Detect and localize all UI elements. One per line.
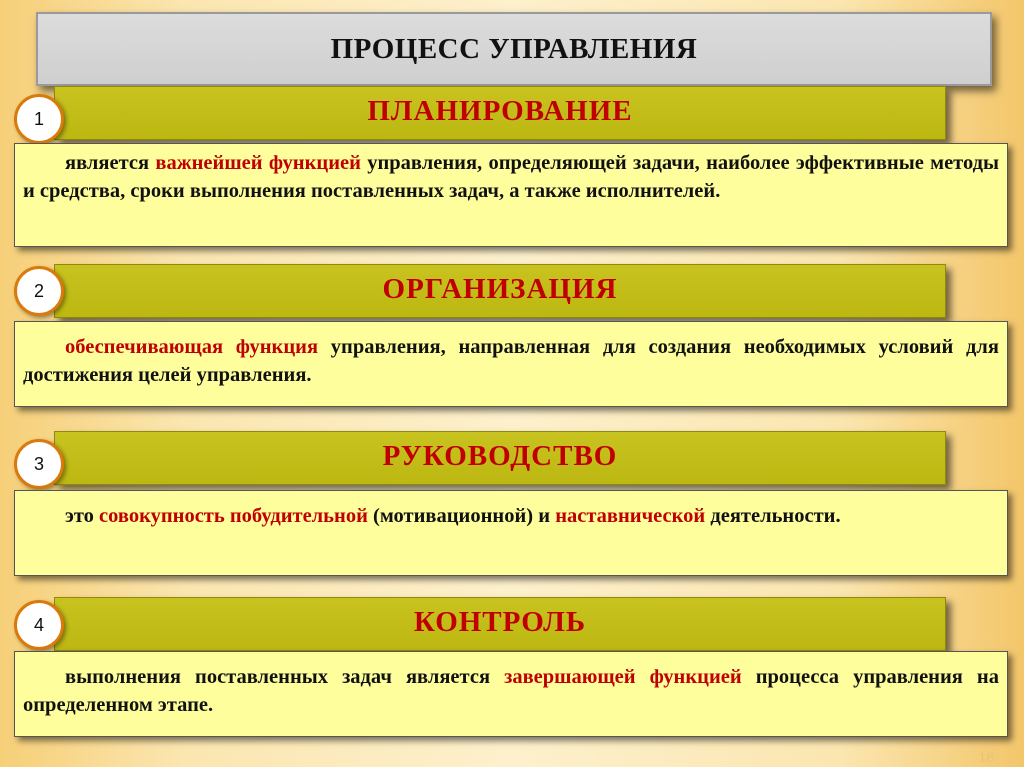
section-heading: РУКОВОДСТВО	[382, 439, 618, 472]
text-run: выполнения поставленных задач является	[65, 666, 505, 688]
section-body-leadership	[14, 490, 1008, 576]
text-run: деятельности.	[705, 505, 841, 527]
section-body-planning	[14, 143, 1008, 247]
slide-title-bar	[36, 12, 992, 86]
section-body-control	[14, 651, 1008, 737]
highlighted-term: важнейшей функцией	[155, 152, 361, 174]
section-number-badge: 3	[14, 439, 64, 489]
section-text	[23, 663, 999, 719]
text-run: управления, направленная для создания необходимых условий для достижения целей управления.	[23, 336, 999, 386]
section-header-control	[54, 597, 946, 651]
text-run: является	[65, 152, 156, 174]
text-run: процесса управления на определенном этапе.	[23, 666, 999, 716]
highlighted-term: обеспечивающая функция	[65, 336, 319, 358]
section-text	[23, 502, 999, 530]
section-heading: ПЛАНИРОВАНИЕ	[367, 94, 633, 127]
section-header-organization	[54, 264, 946, 318]
section-text	[23, 149, 999, 205]
section-number-badge: 4	[14, 600, 64, 650]
highlighted-term: завершающей функцией	[504, 666, 742, 688]
section-text	[23, 333, 999, 389]
text-run: (мотивационной) и	[367, 505, 556, 527]
highlighted-term: совокупность побудительной	[99, 505, 368, 527]
section-header-leadership	[54, 431, 946, 485]
section-header-planning	[54, 86, 946, 140]
text-run: это	[65, 505, 100, 527]
page-number: 18	[978, 749, 994, 765]
text-run: управления, определяющей задачи, наиболее эффективные методы и средства, сроки выполнения поставленных задач, а также исполнителей.	[23, 152, 1000, 202]
section-heading: ОРГАНИЗАЦИЯ	[382, 272, 618, 305]
section-number-badge: 2	[14, 266, 64, 316]
section-body-organization	[14, 321, 1008, 407]
section-heading: КОНТРОЛЬ	[413, 605, 587, 638]
highlighted-term: наставнической	[555, 505, 706, 527]
section-number-badge: 1	[14, 94, 64, 144]
slide-title: ПРОЦЕСС УПРАВЛЕНИЯ	[330, 32, 698, 65]
